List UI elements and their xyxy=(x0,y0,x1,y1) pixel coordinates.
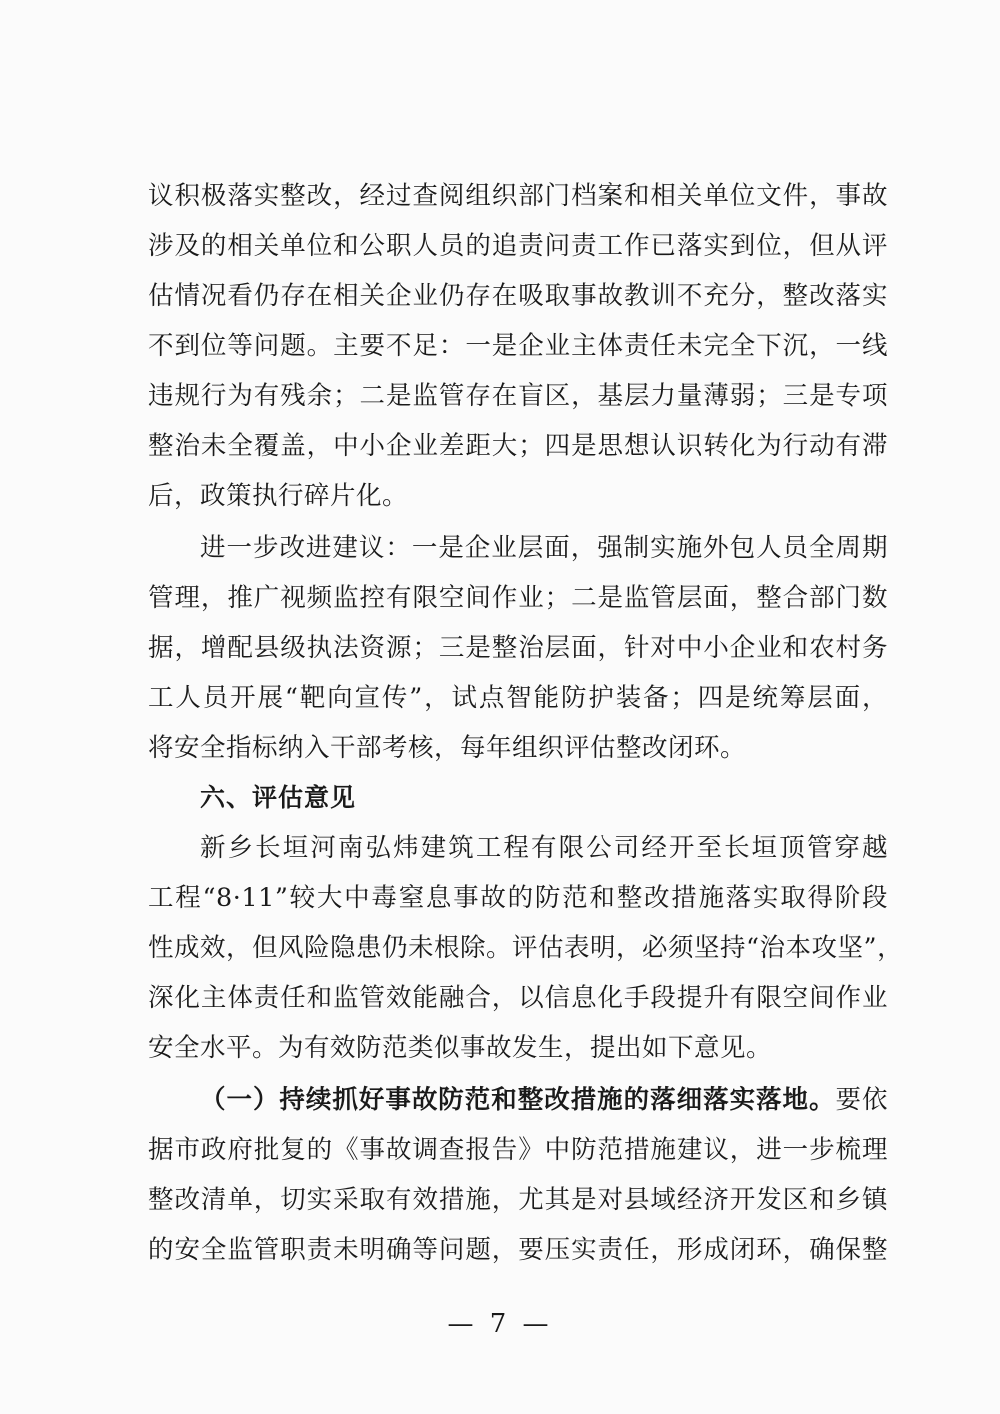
paragraph-line: 性成效，但风险隐患仍未根除。评估表明，必须坚持“治本攻坚”， xyxy=(148,933,904,963)
paragraph-line: 安全水平。为有效防范类似事故发生，提出如下意见。 xyxy=(148,1033,773,1063)
paragraph-line: 进一步改进建议：一是企业层面，强制实施外包人员全周期 xyxy=(200,533,888,563)
paragraph-line: 整改清单，切实采取有效措施，尤其是对县域经济开发区和乡镇 xyxy=(148,1185,888,1215)
paragraph-line: 整治未全覆盖，中小企业差距大；四是思想认识转化为行动有滞 xyxy=(148,431,888,461)
paragraph-line: 据，增配县级执法资源；三是整治层面，针对中小企业和农村务 xyxy=(148,633,888,663)
page-number: — 7 — xyxy=(447,1309,553,1339)
paragraph-line xyxy=(200,1078,888,1122)
paragraph-line: 将安全指标纳入干部考核，每年组织评估整改闭环。 xyxy=(148,733,747,763)
paragraph-line: 不到位等问题。主要不足：一是企业主体责任未完全下沉，一线 xyxy=(148,331,888,361)
paragraph-line: 工人员开展“靶向宣传”，试点智能防护装备；四是统筹层面， xyxy=(148,683,888,713)
paragraph-line: 涉及的相关单位和公职人员的追责问责工作已落实到位，但从评 xyxy=(148,231,888,261)
paragraph-line: 深化主体责任和监管效能融合，以信息化手段提升有限空间作业 xyxy=(148,983,888,1013)
paragraph-line: 违规行为有残余；二是监管存在盲区，基层力量薄弱；三是专项 xyxy=(148,381,888,411)
paragraph-line: 议积极落实整改，经过查阅组织部门档案和相关单位文件，事故 xyxy=(148,181,888,211)
paragraph-line: 的安全监管职责未明确等问题，要压实责任，形成闭环，确保整 xyxy=(148,1235,888,1265)
paragraph-line: 新乡长垣河南弘炜建筑工程有限公司经开至长垣顶管穿越 xyxy=(200,833,888,863)
subheading-lead: （一）持续抓好事故防范和整改措施的落细落实落地。 xyxy=(200,1085,836,1115)
paragraph-line: 工程“8·11”较大中毒窒息事故的防范和整改措施落实取得阶段 xyxy=(148,883,888,913)
paragraph-text: 要依 xyxy=(835,1085,888,1115)
paragraph-line: 据市政府批复的《事故调查报告》中防范措施建议，进一步梳理 xyxy=(148,1135,888,1165)
paragraph-line: 后，政策执行碎片化。 xyxy=(148,481,409,511)
paragraph-line: 估情况看仍存在相关企业仍存在吸取事故教训不充分，整改落实 xyxy=(148,281,888,311)
paragraph-line: 管理，推广视频监控有限空间作业；二是监管层面，整合部门数 xyxy=(148,583,888,613)
section-heading: 六、评估意见 xyxy=(200,783,357,812)
